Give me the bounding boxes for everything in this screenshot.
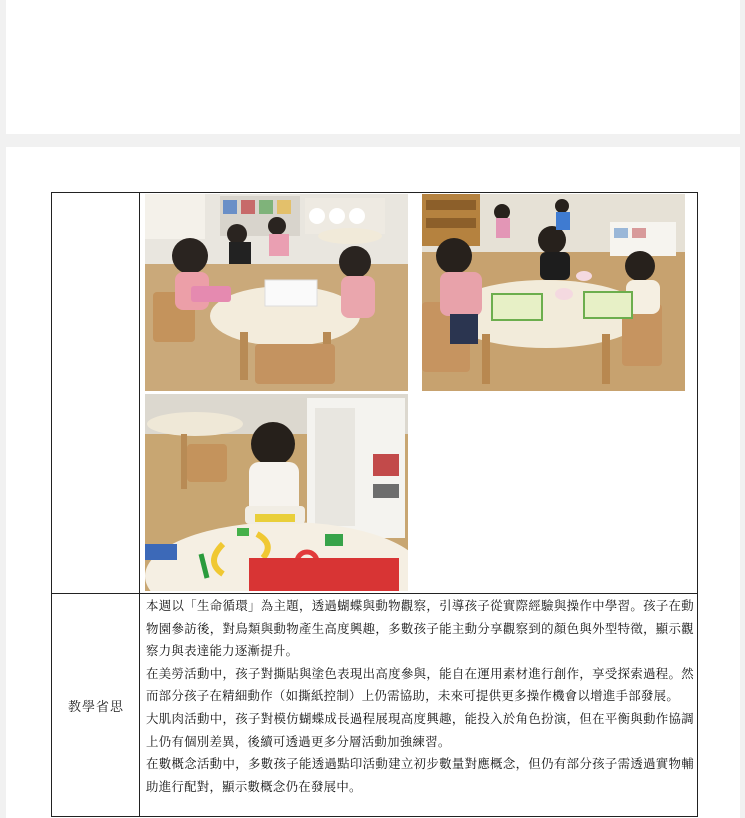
lesson-table — [51, 192, 698, 817]
classroom-photo-2 — [422, 194, 685, 391]
photo-icon — [145, 194, 408, 391]
row-label-teaching-reflection: 教學省思 — [67, 700, 124, 715]
reflection-paragraph: 在數概念活動中，多數孩子能透過點印活動建立初步數量對應概念，但仍有部分孩子需透過實物輔助進行配對，顯示數概念仍在發展中。 — [146, 756, 694, 794]
previous-page — [6, 0, 740, 134]
reflection-paragraph: 本週以「生命循環」為主題，透過蝴蝶與動物觀察，引導孩子從實際經驗與操作中學習。孩子在動物園參訪後，對鳥類與動物產生高度興趣，多數孩子能主動分享觀察到的顏色與外型特徵，顯示觀察力與表達能力逐漸提升。 — [146, 598, 694, 659]
row-divider — [52, 593, 697, 594]
reflection-paragraph: 在美勞活動中，孩子對撕貼與塗色表現出高度參與，能自在運用素材進行創作，享受探索過程。然而部分孩子在精細動作（如撕紙控制）上仍需協助，未來可提供更多操作機會以增進手部發展。 — [146, 665, 694, 704]
photo-icon — [145, 394, 408, 591]
classroom-photo-3 — [145, 394, 408, 591]
reflection-paragraph: 大肌肉活動中，孩子對模仿蝴蝶成長過程展現高度興趣，能投入於角色扮演，但在平衡與動作協調上仍有個別差異，後續可透過更多分層活動加強練習。 — [146, 710, 694, 749]
teaching-reflection-text — [146, 595, 694, 798]
photo-icon — [422, 194, 685, 391]
classroom-photo-1 — [145, 194, 408, 391]
document-page — [6, 147, 740, 818]
